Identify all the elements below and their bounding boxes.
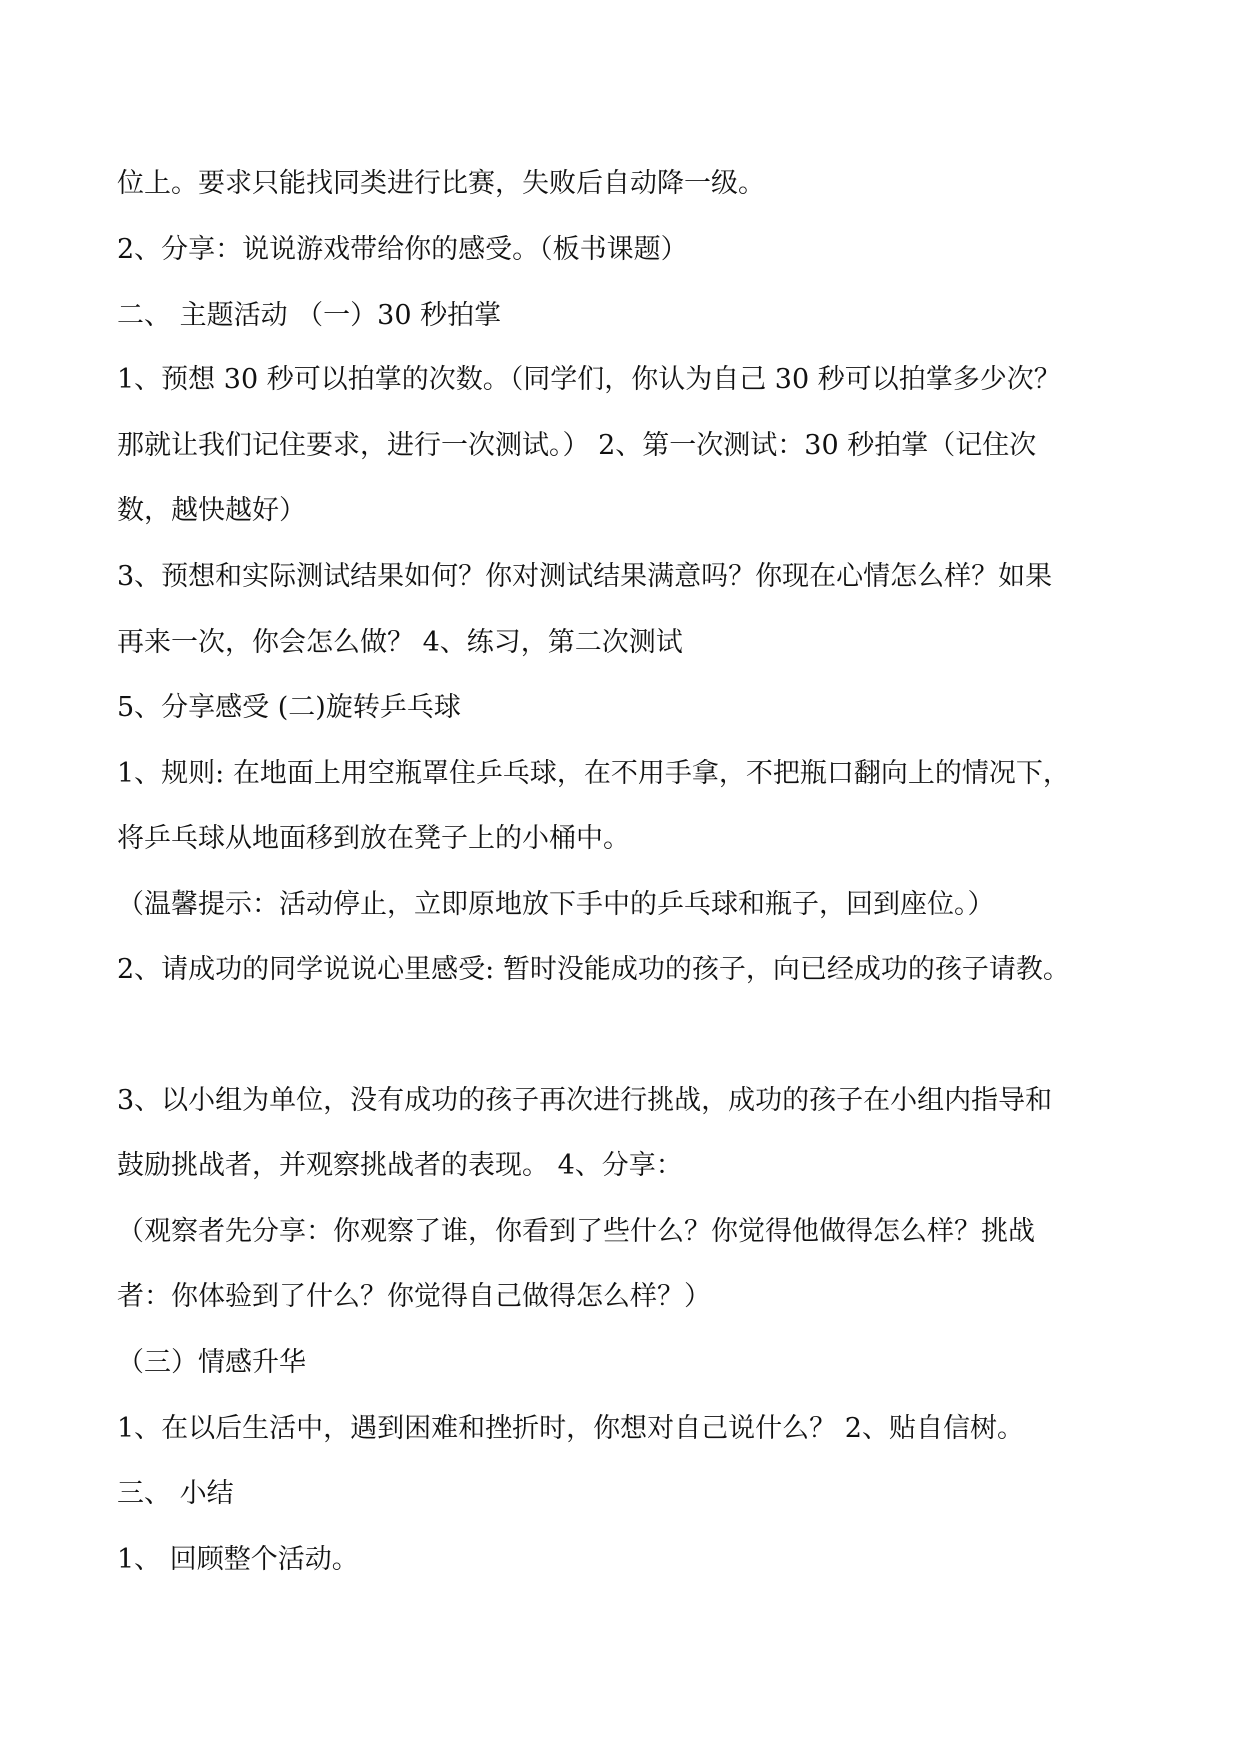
text-line: 3、以小组为单位，没有成功的孩子再次进行挑战，成功的孩子在小组内指导和: [117, 1085, 1053, 1116]
text-line: 2、请成功的同学说说心里感受: 暂时没能成功的孩子，向已经成功的孩子请教。: [117, 954, 1070, 985]
section-heading: （三）情感升华: [117, 1347, 306, 1378]
section-heading: 二、 主题活动 （一）30 秒拍掌: [117, 300, 502, 331]
text-line: （观察者先分享：你观察了谁，你看到了些什么？你觉得他做得怎么样？挑战: [117, 1216, 1035, 1247]
text-line: 1、规则: 在地面上用空瓶罩住乒乓球，在不用手拿，不把瓶口翻向上的情况下，: [117, 758, 1070, 789]
text-line: 者：你体验到了什么？你觉得自己做得怎么样？）: [117, 1281, 711, 1312]
text-line: 1、预想 30 秒可以拍掌的次数。（同学们，你认为自己 30 秒可以拍掌多少次？: [117, 364, 1061, 395]
text-line: 2、分享：说说游戏带给你的感受。（板书课题）: [117, 234, 688, 265]
text-line: 数，越快越好）: [117, 495, 306, 526]
text-line: 1、 回顾整个活动。: [117, 1544, 359, 1575]
text-line: 那就让我们记住要求，进行一次测试。） 2、第一次测试：30 秒拍掌（记住次: [117, 430, 1037, 461]
text-line: 位上。要求只能找同类进行比赛，失败后自动降一级。: [117, 168, 765, 199]
text-line: 3、预想和实际测试结果如何？你对测试结果满意吗？你现在心情怎么样？如果: [117, 561, 1053, 592]
text-line: 1、在以后生活中，遇到困难和挫折时，你想对自己说什么？ 2、贴自信树。: [117, 1413, 1024, 1444]
text-line: 将乒乓球从地面移到放在凳子上的小桶中。: [117, 823, 630, 854]
text-line: 再来一次，你会怎么做？ 4、练习，第二次测试: [117, 627, 683, 658]
section-heading: 三、 小结: [117, 1478, 234, 1509]
text-line: （温馨提示：活动停止，立即原地放下手中的乒乓球和瓶子，回到座位。）: [117, 889, 995, 920]
text-line: 5、分享感受 (二)旋转乒乓球: [117, 692, 461, 723]
text-line: 鼓励挑战者，并观察挑战者的表现。 4、分享：: [117, 1150, 683, 1181]
